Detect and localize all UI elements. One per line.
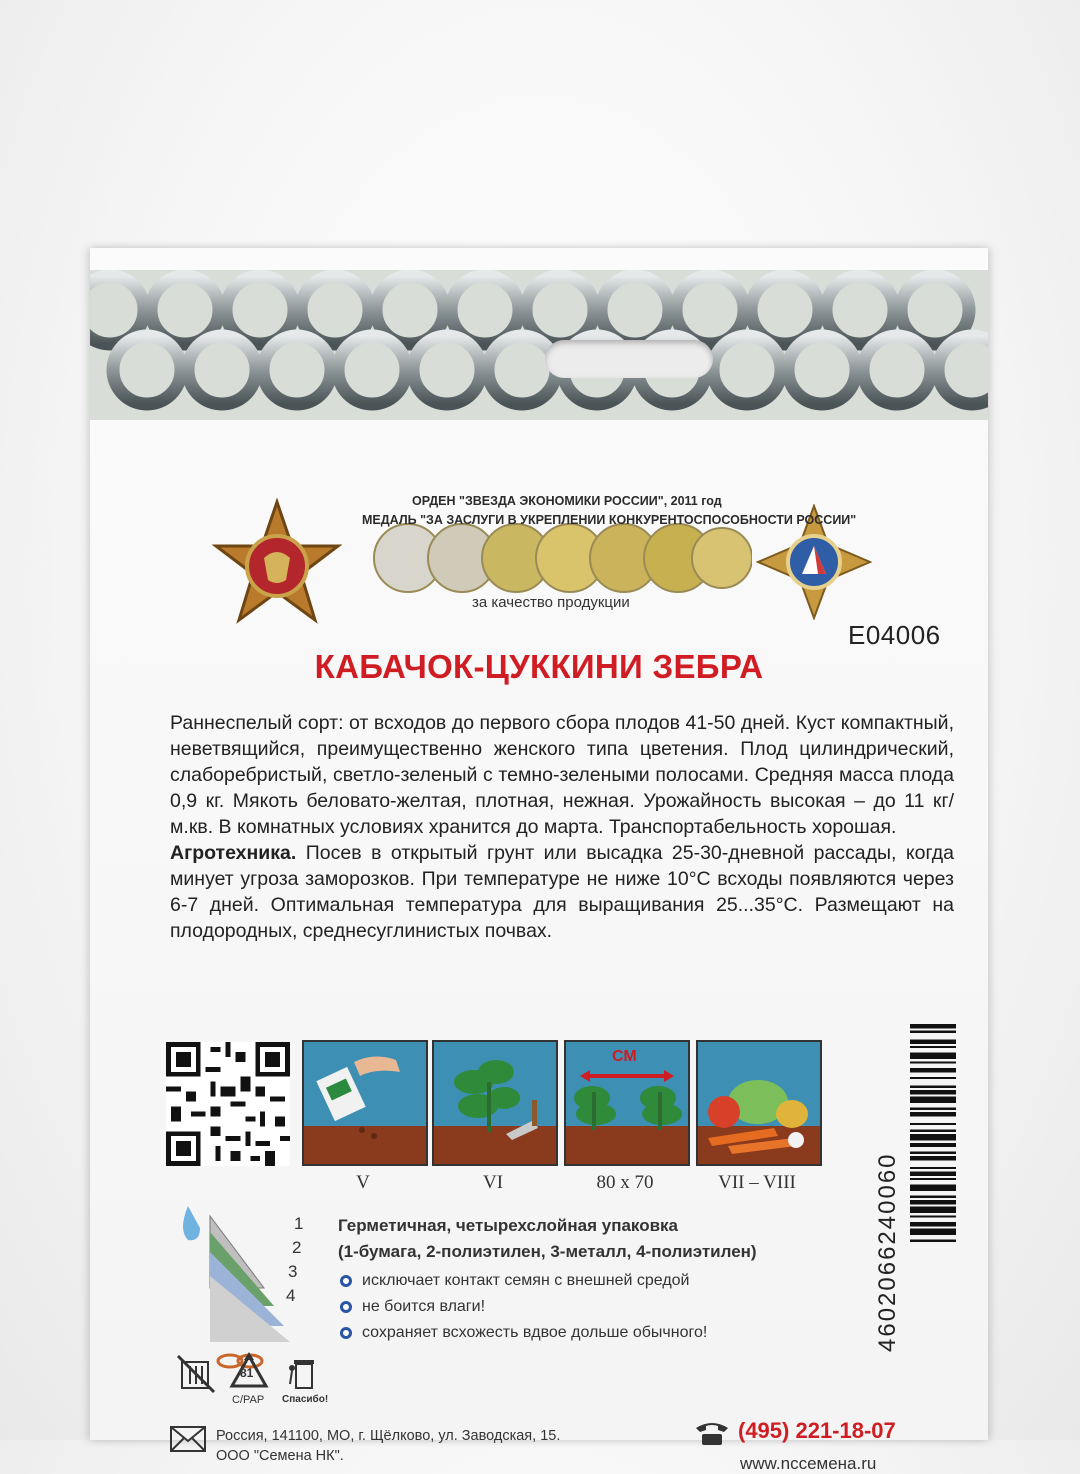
- barcode-bar: [910, 1086, 956, 1088]
- no-glass-icon: [174, 1352, 218, 1396]
- medals-row-icon: [372, 522, 752, 594]
- barcode-bar: [910, 1053, 956, 1060]
- barcode-bar: [910, 1156, 956, 1160]
- product-code: E04006: [848, 620, 941, 650]
- barcode-bar: [910, 1229, 956, 1236]
- agrotechnics-label: Агротехника.: [170, 842, 297, 864]
- bullet-icon: [340, 1301, 352, 1313]
- layer-numbers: [286, 1212, 303, 1308]
- step-sowing: [302, 1040, 428, 1166]
- barcode-bar: [910, 1046, 956, 1048]
- envelope-icon: [170, 1426, 206, 1452]
- layer-number-3: 3: [288, 1262, 298, 1281]
- barcode-bar: [910, 1108, 956, 1110]
- website: www.ncсемена.ru: [740, 1454, 877, 1473]
- chain-pattern-header: [90, 270, 988, 420]
- barcode-bar: [910, 1171, 956, 1175]
- barcode-bar: [910, 1185, 956, 1192]
- recycle-thanks: Спасибо!: [282, 1394, 329, 1405]
- barcode-bar: [910, 1039, 956, 1043]
- recycle-material: C/PAP: [232, 1394, 265, 1406]
- barcode-bar: [910, 1068, 956, 1072]
- packaging-bullets: [340, 1268, 707, 1346]
- hang-hole: [545, 340, 713, 378]
- barcode-bar: [910, 1024, 956, 1028]
- barcode-bar: [910, 1167, 956, 1169]
- step-harvest: [696, 1040, 822, 1166]
- product-title: КАБАЧОК-ЦУККИНИ ЗЕБРА: [314, 648, 764, 685]
- barcode-bar: [910, 1123, 956, 1125]
- telephone-icon: [694, 1420, 730, 1446]
- address-line-2: ООО "Семена НК".: [216, 1448, 344, 1464]
- star-order-icon: [212, 498, 342, 628]
- bullet-icon: [340, 1275, 352, 1287]
- barcode-bar: [910, 1061, 956, 1063]
- barcode-bar: [910, 1207, 956, 1214]
- step-label-seedling: VI: [482, 1172, 504, 1193]
- harvest-icon: [698, 1042, 820, 1164]
- step-seedling: [432, 1040, 558, 1166]
- bullet-icon: [340, 1327, 352, 1339]
- awards-text: [362, 492, 910, 530]
- barcode-bar: [910, 1152, 956, 1154]
- award-medal-line: МЕДАЛЬ "ЗА ЗАСЛУГИ В УКРЕПЛЕНИИ КОНКУРЕНТОСПОСОБНОСТИ РОССИИ": [362, 513, 857, 527]
- agrotechnics-paragraph: [170, 840, 954, 944]
- barcode: [910, 1024, 980, 1376]
- packaging-layers-icon: [174, 1196, 350, 1372]
- step-label-sowing: V: [356, 1172, 370, 1193]
- packaging-title: Герметичная, четырехслойная упаковка: [338, 1216, 679, 1235]
- step-label-harvest: VII – VIII: [718, 1172, 796, 1193]
- layer-number-1: 1: [294, 1214, 304, 1233]
- seedling-icon: [434, 1042, 556, 1164]
- sowing-icon: [304, 1042, 426, 1164]
- step-spacing: [564, 1040, 690, 1166]
- barcode-bar: [910, 1178, 956, 1180]
- list-item: исключает контакт семян с внешней средой: [340, 1268, 707, 1294]
- spacing-unit-badge: СМ: [612, 1048, 637, 1065]
- packaging-subtitle: (1-бумага, 2-полиэтилен, 3-металл, 4-полиэтилен): [338, 1242, 757, 1261]
- barcode-bar: [910, 1097, 956, 1104]
- product-description: Раннеспелый сорт: от всходов до первого сбора плодов 41-50 дней. Куст компактный, неветвящийся, преимущественно женского типа цветения. Плод цилиндрический, слаборебристый, светло-зеленый с темно-зелеными полосами. Средняя масса плода 0,9 кг. Мякоть беловато-желтая, плотная, нежная. Урожайность высокая – до 11 кг/м.кв. В комнатных условиях хранится до марта. Транспортабельность хорошая.: [170, 712, 954, 838]
- product-description-block: [170, 710, 954, 944]
- qr-code-icon: [166, 1042, 290, 1166]
- barcode-bar: [910, 1222, 956, 1226]
- address-line-1: Россия, 141100, МО, г. Щёлково, ул. Заводская, 15.: [216, 1428, 561, 1444]
- awards-caption: за качество продукции: [472, 594, 630, 611]
- barcode-bar: [910, 1130, 956, 1132]
- agrotechnics-text: Посев в открытый грунт или высадка 25-30-дневной рассады, когда минует угроза заморозков. При температуре не ниже 10°C всходы появляются через 6-7 дней. Оптимальная температура для выращивания 25...35°C. Размещают на плодородных, среднесуглинистых почвах.: [170, 842, 954, 942]
- award-order-line: ОРДЕН "ЗВЕЗДА ЭКОНОМИКИ РОССИИ", 2011 год: [412, 494, 722, 508]
- barcode-digits: 4602066240060: [874, 1152, 901, 1352]
- barcode-bar: [910, 1240, 956, 1242]
- list-item: сохраняет всхожесть вдвое дольше обычного!: [340, 1320, 707, 1346]
- layer-number-4: 4: [286, 1286, 296, 1305]
- barcode-bar: [910, 1090, 956, 1094]
- trash-bin-icon: [284, 1352, 324, 1392]
- barcode-bar: [910, 1077, 956, 1079]
- list-item: не боится влаги!: [340, 1294, 707, 1320]
- layer-number-2: 2: [292, 1238, 302, 1257]
- barcode-bar: [910, 1200, 956, 1204]
- barcode-bar: [910, 1215, 956, 1217]
- recycle-number: 81: [240, 1366, 254, 1380]
- address-block: [216, 1426, 560, 1466]
- barcode-bar: [910, 1143, 956, 1147]
- seed-packet-back: [90, 248, 988, 1473]
- barcode-bar: [910, 1031, 956, 1033]
- barcode-bar: [910, 1112, 956, 1116]
- phone-number: (495) 221-18-07: [738, 1418, 896, 1443]
- barcode-bar: [910, 1134, 956, 1141]
- step-label-spacing: 80 x 70: [596, 1172, 654, 1193]
- barcode-bar: [910, 1196, 956, 1198]
